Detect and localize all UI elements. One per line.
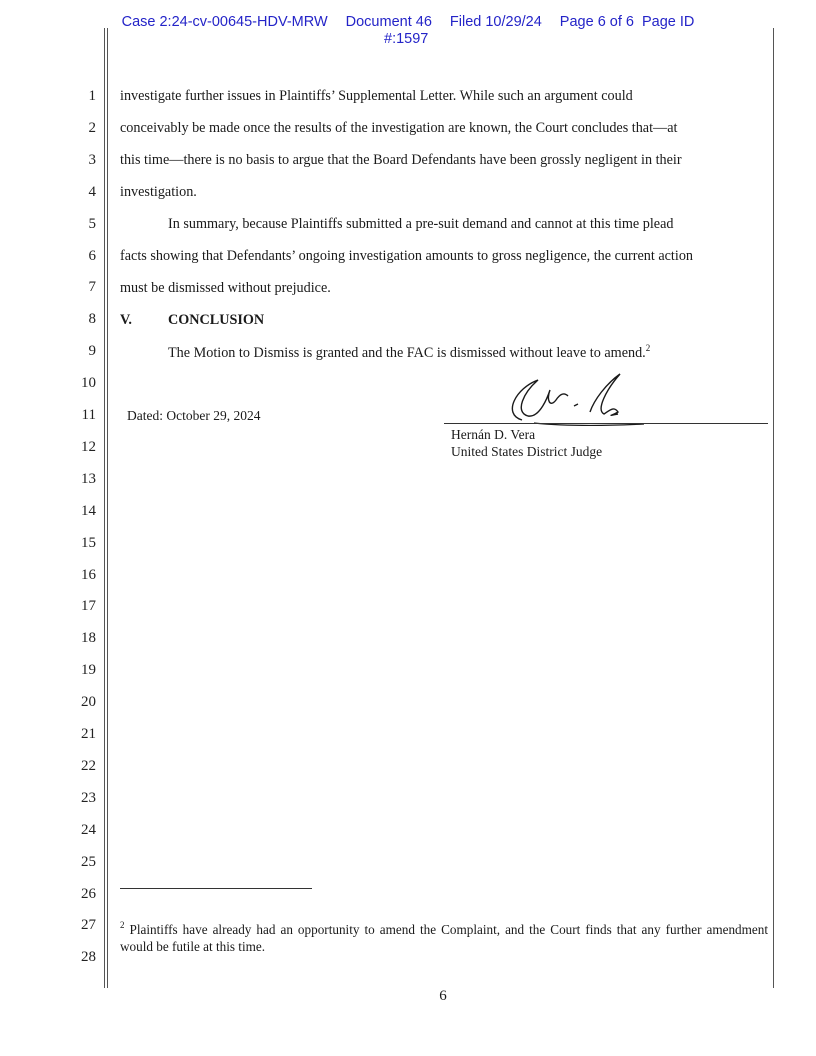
line-number: 4	[88, 183, 96, 200]
margin-rule-left-outer	[104, 28, 105, 988]
body-line-4: investigation.	[120, 184, 197, 200]
line-number: 14	[81, 502, 96, 519]
page-count: Page 6 of 6	[559, 14, 634, 30]
document-number: Document 46	[345, 14, 432, 30]
judge-title: United States District Judge	[451, 444, 603, 459]
footnote-ref: 2	[645, 343, 651, 353]
line-number: 21	[81, 726, 96, 742]
footnote	[120, 917, 768, 955]
line-number: 26	[81, 885, 96, 902]
footnote-number: 2	[120, 920, 125, 930]
judge-signature	[494, 370, 644, 428]
body-line-3: this time—there is no basis to argue that the Board Defendants have been grossly negligent in their	[120, 152, 682, 168]
body-line-1: investigate further issues in Plaintiffs’ Supplemental Letter. While such an argument could	[120, 88, 633, 104]
margin-rule-right	[773, 28, 774, 988]
page-id-number: #:1597	[384, 31, 429, 47]
line-number: 23	[81, 789, 96, 806]
line-number: 2	[88, 119, 96, 136]
page-header	[0, 14, 816, 47]
line-number: 15	[81, 534, 96, 551]
section-title: CONCLUSION	[168, 312, 265, 328]
section-heading	[120, 312, 264, 329]
line-number: 6	[88, 247, 96, 264]
case-number: Case 2:24-cv-00645-HDV-MRW	[121, 14, 328, 30]
signature-line	[444, 423, 768, 424]
line-number: 22	[81, 757, 96, 774]
line-number: 24	[81, 821, 96, 838]
line-number: 27	[81, 917, 96, 934]
signer-block	[451, 426, 602, 460]
body-line-5: In summary, because Plaintiffs submitted a pre-suit demand and cannot at this time plead	[168, 216, 674, 232]
footnote-text: Plaintiffs have already had an opportunity to amend the Complaint, and the Court finds that any further amendment would be futile at this time.	[120, 922, 769, 954]
line-number: 11	[81, 407, 96, 423]
line-number: 7	[88, 279, 96, 296]
line-number: 25	[81, 853, 96, 870]
dated-line: Dated: October 29, 2024	[127, 408, 261, 423]
line-number: 10	[81, 375, 96, 392]
line-number: 3	[88, 151, 96, 168]
footnote-separator	[120, 888, 312, 889]
signature-stroke-1	[512, 380, 568, 420]
line-number: 9	[88, 343, 96, 360]
line-number: 8	[88, 311, 96, 328]
line-number: 18	[81, 630, 96, 647]
margin-rule-left-inner	[107, 28, 108, 988]
page-id-label: Page ID	[641, 14, 695, 30]
line-number: 17	[81, 598, 96, 615]
body-line-2: conceivably be made once the results of the investigation are known, the Court concludes that—at	[120, 120, 678, 136]
signature-stroke-2	[574, 374, 620, 415]
body-line-9	[168, 343, 650, 362]
line-number: 19	[81, 662, 96, 679]
line-number: 5	[88, 215, 96, 232]
judge-name: Hernán D. Vera	[451, 427, 536, 442]
line-number: 16	[81, 566, 96, 583]
line-number: 12	[81, 438, 96, 455]
line-number: 20	[81, 694, 96, 711]
section-number: V.	[120, 312, 132, 328]
line-number: 1	[88, 88, 96, 104]
body-line-7: must be dismissed without prejudice.	[120, 280, 331, 296]
line-number: 28	[81, 949, 96, 966]
page-number: 6	[439, 988, 447, 1004]
filed-date: Filed 10/29/24	[449, 14, 542, 30]
line-number: 13	[81, 470, 96, 487]
body-line-6: facts showing that Defendants’ ongoing investigation amounts to gross negligence, the current action	[120, 248, 694, 264]
body-line-9-text: The Motion to Dismiss is granted and the FAC is dismissed without leave to amend.	[168, 345, 646, 361]
